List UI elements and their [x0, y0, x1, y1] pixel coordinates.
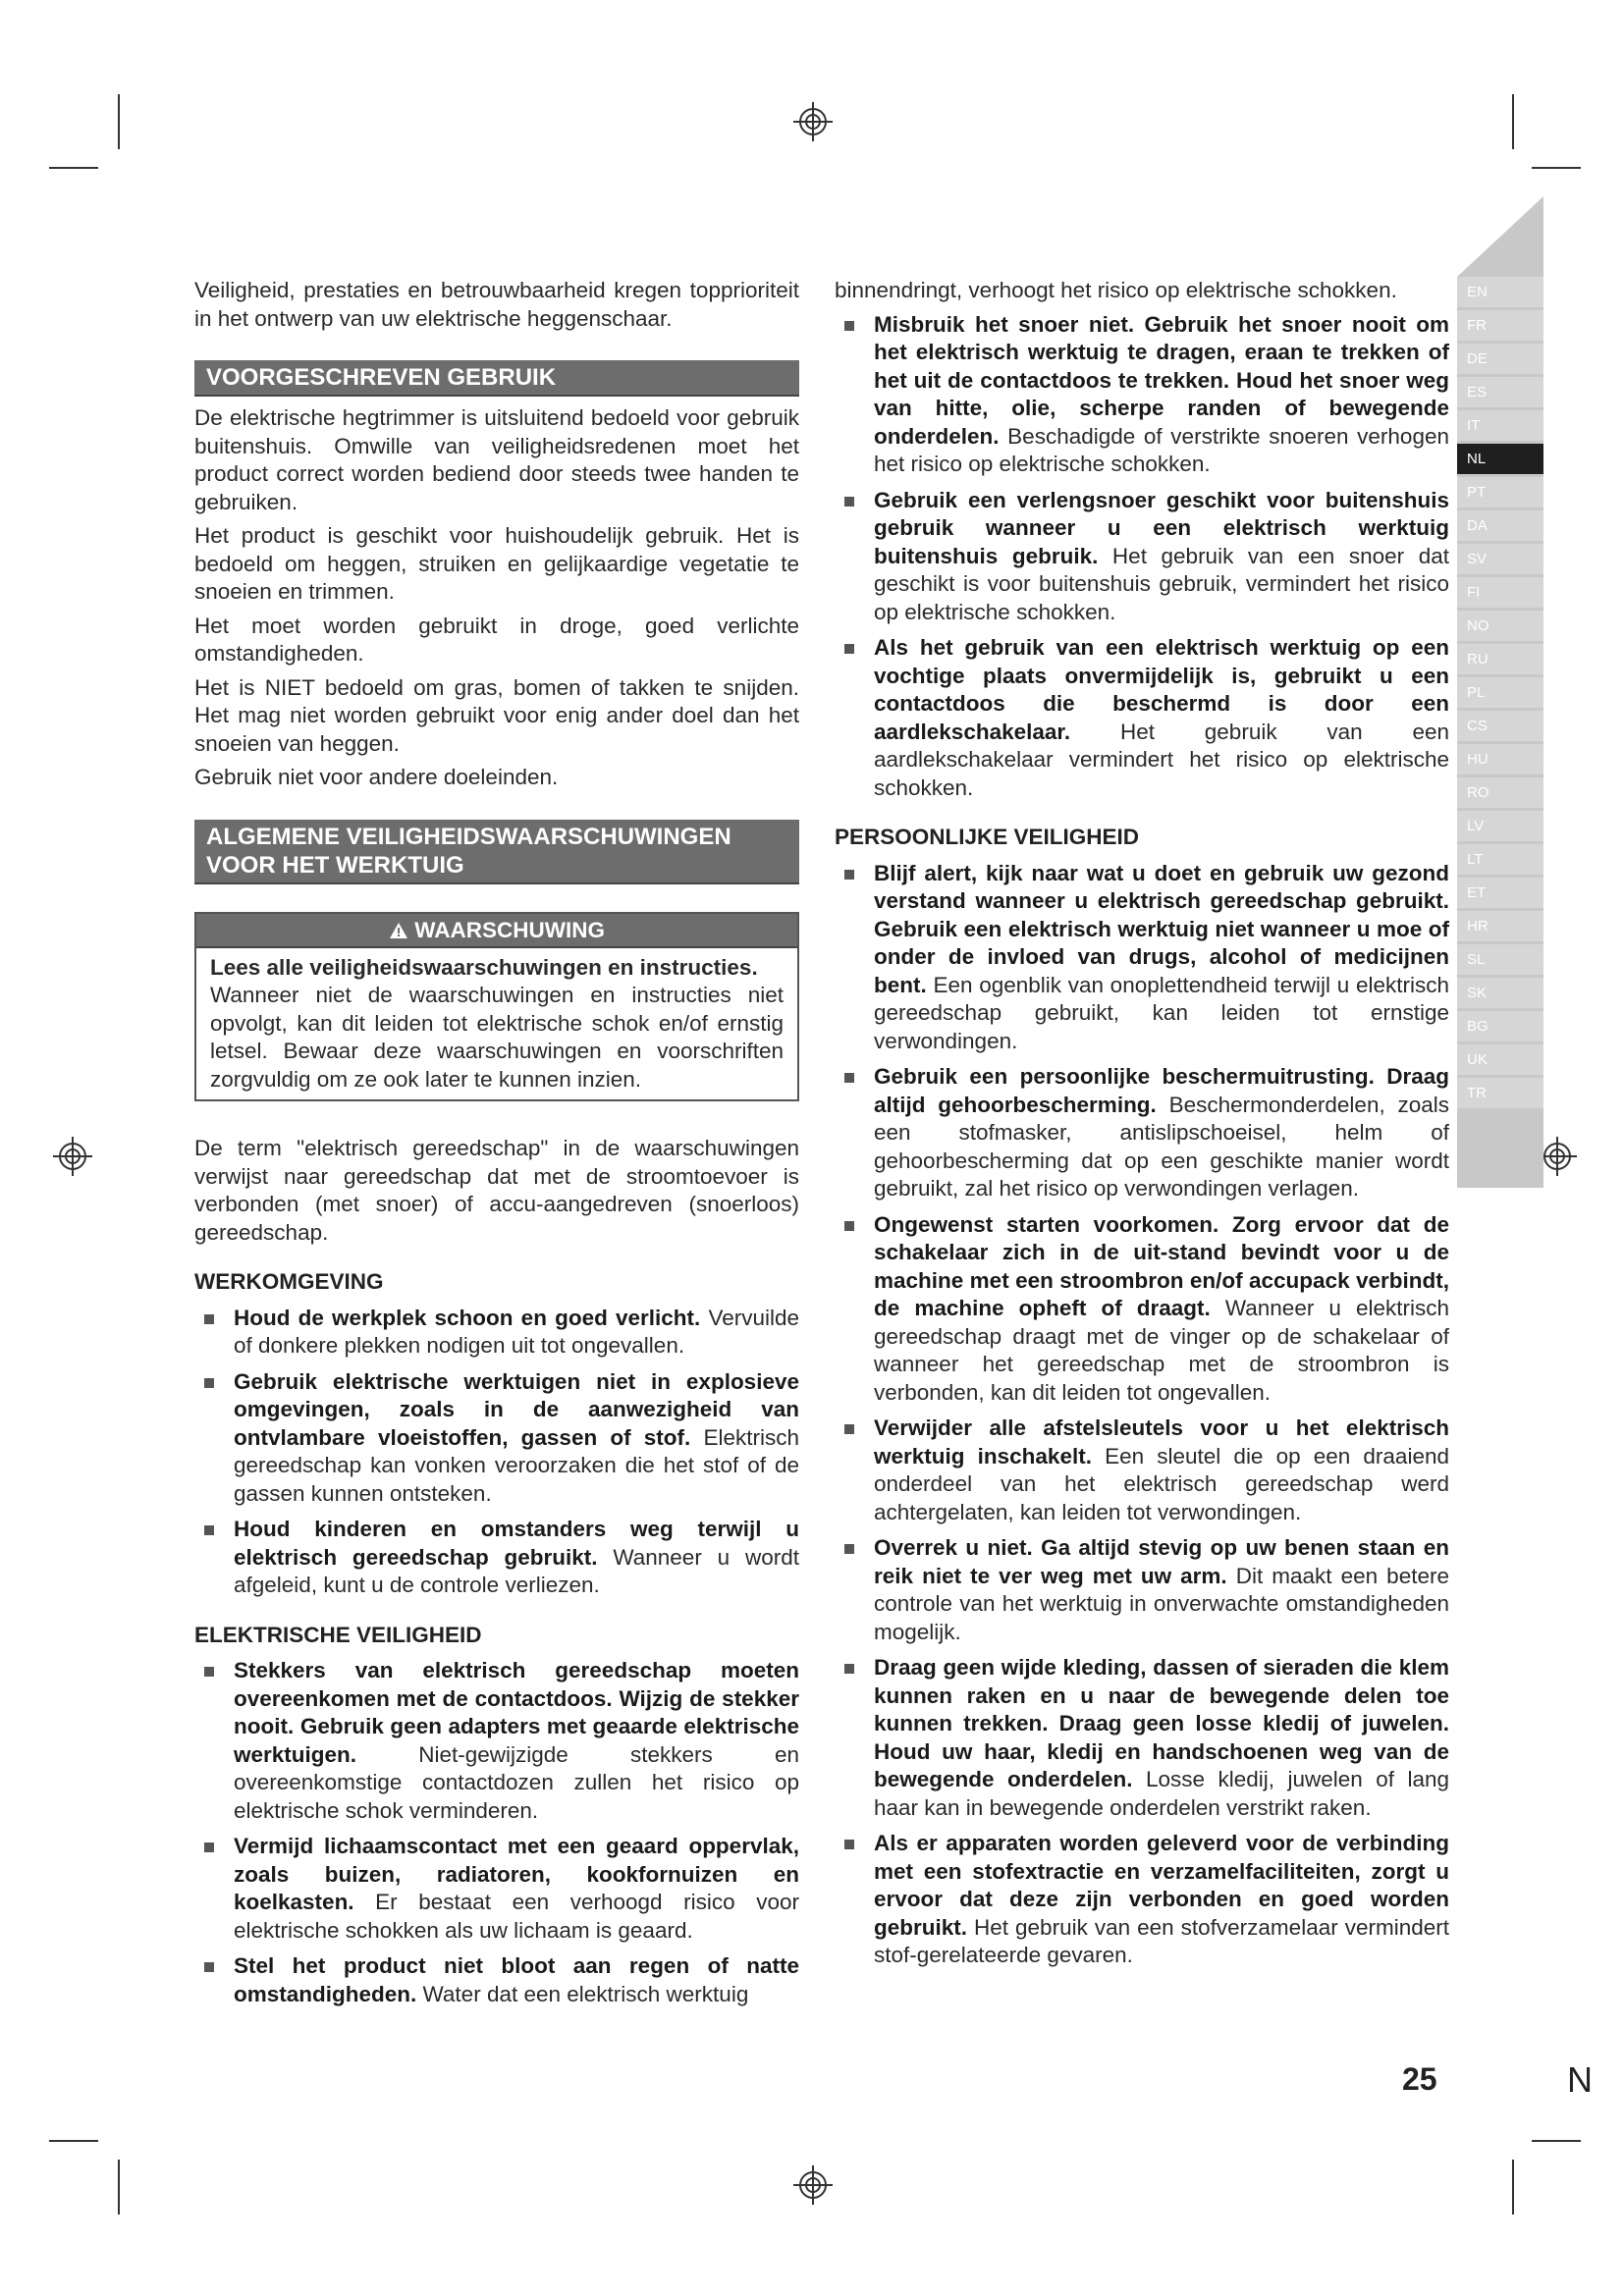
list-item: [835, 487, 1449, 627]
list-item: [194, 1952, 799, 2008]
language-tab[interactable]: EN: [1457, 277, 1543, 307]
corner-letter: N: [1567, 2059, 1593, 2100]
warning-text: Wanneer niet de waarschuwingen en instructies niet opvolgt, kan dit leiden tot elektrische schok en/of ernstig letsel. Bewaar deze waarschuwingen en voorschriften zorgvuldig om ze ook later te kunnen inzien.: [210, 983, 784, 1092]
bullet-square-icon: [844, 1664, 854, 1674]
list-item-text: Een ogenblik van onoplettendheid terwijl u elektrisch gereedschap gebruikt, kan leiden tot ernstige verwondingen.: [874, 972, 1449, 1053]
list-item-text: Vervuilde of donkere plekken nodigen uit tot ongevallen.: [234, 1305, 799, 1358]
heading-line: VOOR HET WERKTUIG: [206, 851, 464, 879]
crop-mark: [1512, 2160, 1514, 2215]
registration-mark-icon: [1538, 1137, 1577, 1176]
language-tab[interactable]: RO: [1457, 777, 1543, 808]
list-item: [835, 1830, 1449, 1970]
list-item-bold: Vermijd lichaamscontact met een geaard oppervlak, zoals buizen, radiatoren, kookfornuizen en koelkasten.: [234, 1834, 799, 1914]
language-tab[interactable]: DE: [1457, 344, 1543, 374]
list-item-text: Beschermonderdelen, zoals een stofmasker, antislipschoeisel, helm of gehoorbescherming dat op een geschikte manier wordt gebruikt, zal het risico op verwondingen verlagen.: [874, 1092, 1449, 1201]
bullet-square-icon: [844, 1840, 854, 1849]
language-tab[interactable]: DA: [1457, 510, 1543, 541]
bullet-square-icon: [844, 497, 854, 507]
language-tab[interactable]: LV: [1457, 811, 1543, 841]
bullet-square-icon: [844, 644, 854, 654]
list-item-bold: Blijf alert, kijk naar wat u doet en gebruik uw gezond verstand wanneer u elektrisch gereedschap gebruikt. Gebruik een elektrisch werktuig niet wanneer u moe of onder de invloed van drugs, alcohol of medicijnen bent.: [874, 860, 1449, 997]
list-item-bold: Gebruik elektrische werktuigen niet in explosieve omgevingen, zoals in de aanwezigheid van ontvlambare vloeistoffen, gassen of stof.: [234, 1368, 799, 1450]
intended-use-paragraph: Het product is geschikt voor huishoudelijk gebruik. Het is bedoeld om heggen, struiken en gelijkaardige vegetatie te snoeien en trimmen.: [194, 523, 799, 604]
language-tab[interactable]: TR: [1457, 1078, 1543, 1108]
bullet-square-icon: [204, 1842, 214, 1852]
list-item: [835, 634, 1449, 802]
language-tab[interactable]: SL: [1457, 944, 1543, 975]
language-tab[interactable]: ES: [1457, 377, 1543, 407]
list-item: [835, 1211, 1449, 1408]
bullet-square-icon: [204, 1378, 214, 1388]
language-tab[interactable]: RU: [1457, 644, 1543, 674]
list-item: [194, 1368, 799, 1509]
list-item-bold: Ongewenst starten voorkomen. Zorg ervoor dat de schakelaar zich in de uit-stand bevindt voor u de machine met een stroombron en/of accupack verbindt, de machine opheft of draagt.: [874, 1211, 1449, 1320]
list-item-text: Losse kledij, juwelen of lang haar kan in bewegende onderdelen verstrikt raken.: [874, 1767, 1449, 1820]
bullet-square-icon: [204, 1525, 214, 1535]
language-tab[interactable]: ET: [1457, 878, 1543, 908]
crop-mark: [1532, 2140, 1581, 2142]
list-item: [835, 1415, 1449, 1526]
list-item-bold: Gebruik een verlengsnoer geschikt voor buitenshuis gebruik wanneer u een elektrisch werktuig buitenshuis gebruik.: [874, 487, 1449, 568]
list-item-text: Het gebruik van een aardlekschakelaar vermindert het risico op elektrische schokken.: [874, 719, 1449, 800]
language-tab[interactable]: HR: [1457, 911, 1543, 941]
continuation-text: binnendringt, verhoogt het risico op elektrische schokken.: [835, 278, 1397, 302]
page-number: 25: [1402, 2061, 1437, 2097]
language-tab[interactable]: LT: [1457, 844, 1543, 875]
list-item: [194, 1657, 799, 1825]
list-item-bold: Gebruik een persoonlijke beschermuitrusting. Draag altijd gehoorbescherming.: [874, 1064, 1449, 1117]
language-tab[interactable]: SK: [1457, 978, 1543, 1008]
bullet-square-icon: [844, 321, 854, 331]
bullet-square-icon: [204, 1962, 214, 1972]
list-item-text: Er bestaat een verhoogd risico voor elektrische schokken als uw lichaam is geaard.: [234, 1890, 799, 1943]
crop-mark: [1532, 167, 1581, 169]
language-tab[interactable]: PL: [1457, 677, 1543, 708]
bullet-square-icon: [844, 1544, 854, 1554]
language-tab[interactable]: HU: [1457, 744, 1543, 774]
registration-mark-icon: [793, 102, 833, 141]
language-tab[interactable]: SV: [1457, 544, 1543, 574]
list-item-bold: Als er apparaten worden geleverd voor de verbinding met een stofextractie en verzamelfaciliteiten, zorgt u ervoor dat deze zijn verbonden en goed worden gebruikt.: [874, 1831, 1449, 1940]
intended-use-paragraph: De elektrische hegtrimmer is uitsluitend bedoeld voor gebruik buitenshuis. Omwille van veiligheidsredenen moet het product correct worden bediend door steeds twee handen te gebruiken.: [194, 405, 799, 514]
crop-mark: [1512, 94, 1514, 149]
warning-title-text: WAARSCHUWING: [414, 917, 605, 942]
list-item: [835, 860, 1449, 1056]
crop-mark: [118, 2160, 120, 2215]
warning-title: [196, 914, 797, 948]
language-tab[interactable]: BG: [1457, 1011, 1543, 1041]
bullet-square-icon: [844, 1424, 854, 1434]
list-item-bold: Als het gebruik van een elektrisch werktuig op een vochtige plaats onvermijdelijk is, gebruikt u een contactdoos die beschermd is door een aardlekschakelaar.: [874, 635, 1449, 744]
crop-mark: [49, 2140, 98, 2142]
list-item-text: Elektrisch gereedschap kan vonken veroorzaken die het stof of de gassen kunnen ontsteken.: [234, 1424, 799, 1506]
list-item-bold: Verwijder alle afstelsleutels voor u het elektrisch werktuig inschakelt.: [874, 1415, 1449, 1468]
registration-mark-icon: [793, 2165, 833, 2205]
heading-line: ALGEMENE VEILIGHEIDSWAARSCHUWINGEN: [206, 823, 731, 850]
list-item-text: Wanneer u elektrisch gereedschap draagt met de vinger op de schakelaar of wanneer het gereedschap met de stroombron is verbonden, kan dit leiden tot ongevallen.: [874, 1296, 1450, 1405]
list-item-bold: Houd de werkplek schoon en goed verlicht.: [234, 1305, 701, 1330]
subheading-electrical-safety: ELEKTRISCHE VEILIGHEID: [194, 1622, 482, 1647]
left-column: [194, 277, 799, 2016]
list-item-bold: Overrek u niet. Ga altijd stevig op uw benen staan en reik niet te ver weg met uw arm.: [874, 1535, 1449, 1588]
language-tab[interactable]: IT: [1457, 410, 1543, 441]
list-item-text: Niet-gewijzigde stekkers en overeenkomstige contactdozen zullen het risico op elektrische schok verminderen.: [234, 1741, 799, 1823]
list-item-text: Dit maakt een betere controle van het werktuig in onverwachte omstandigheden mogelijk.: [874, 1563, 1449, 1644]
list-item: [835, 1654, 1449, 1822]
language-tab[interactable]: FR: [1457, 310, 1543, 341]
warning-box: [194, 912, 799, 1102]
section-heading-general-warnings: [194, 820, 799, 884]
language-tab[interactable]: PT: [1457, 477, 1543, 507]
list-item-text: Wanneer u wordt afgeleid, kunt u de controle verliezen.: [234, 1544, 799, 1597]
subheading-personal-safety: PERSOONLIJKE VEILIGHEID: [835, 825, 1140, 849]
intended-use-paragraph: Het is NIET bedoeld om gras, bomen of takken te snijden. Het mag niet worden gebruikt voor enig ander doel dan het snoeien van heggen.: [194, 674, 799, 756]
language-tab[interactable]: UK: [1457, 1044, 1543, 1075]
list-item-bold: Houd kinderen en omstanders weg terwijl u elektrisch gereedschap gebruikt.: [234, 1517, 799, 1570]
list-item-bold: Stel het product niet bloot aan regen of natte omstandigheden.: [234, 1953, 799, 2006]
language-tab-active[interactable]: NL: [1457, 444, 1543, 474]
intended-use-paragraph: Het moet worden gebruikt in droge, goed verlichte omstandigheden.: [194, 613, 799, 666]
list-item: [835, 311, 1449, 479]
list-item: [194, 1305, 799, 1361]
crop-mark: [49, 167, 98, 169]
subheading-work-area: WERKOMGEVING: [194, 1269, 384, 1294]
list-item: [194, 1516, 799, 1600]
right-column: [835, 277, 1449, 1978]
list-item-bold: Stekkers van elektrisch gereedschap moeten overeenkomen met de contactdoos. Wijzig de stekker nooit. Gebruik geen adapters met geaarde elektrische werktuigen.: [234, 1658, 799, 1767]
warning-triangle-icon: [389, 922, 408, 939]
language-tabs: [1457, 277, 1543, 1111]
registration-mark-icon: [53, 1137, 92, 1176]
language-tab[interactable]: CS: [1457, 711, 1543, 741]
warning-bold-text: Lees alle veiligheidswaarschuwingen en instructies.: [210, 954, 758, 980]
intro-paragraph: Veiligheid, prestaties en betrouwbaarheid kregen topprioriteit in het ontwerp van uw elektrische heggenschaar.: [194, 278, 799, 331]
intended-use-paragraph: Gebruik niet voor andere doeleinden.: [194, 765, 559, 789]
bullet-square-icon: [844, 1073, 854, 1083]
section-heading-intended-use: VOORGESCHREVEN GEBRUIK: [194, 360, 799, 397]
list-item-bold: Misbruik het snoer niet. Gebruik het snoer nooit om het elektrisch werktuig te dragen, eraan te trekken of het uit de contactdoos te trekken. Houd het snoer weg van hitte, olie, scherpe randen of bewegende onderdelen.: [874, 311, 1449, 449]
list-item-text: Een sleutel die op een draaiend onderdeel van het elektrisch gereedschap werd achtergelaten, kan leiden tot verwondingen.: [874, 1443, 1449, 1524]
list-item: [194, 1833, 799, 1945]
list-item-text: Water dat een elektrisch werktuig: [416, 1981, 749, 2006]
bullet-square-icon: [204, 1667, 214, 1677]
list-item-bold: Draag geen wijde kleding, dassen of sieraden die klem kunnen raken en u naar de bewegende delen toe kunnen trekken. Draag geen losse kledij of juwelen. Houd uw haar, kledij en handschoenen weg van de bewegende onderdelen.: [874, 1655, 1449, 1791]
list-item: [835, 1063, 1449, 1203]
term-paragraph: De term "elektrisch gereedschap" in de waarschuwingen verwijst naar gereedschap dat met de stroomtoevoer is verbonden (met snoer) of accu-aangedreven (snoerloos) gereedschap.: [194, 1136, 799, 1245]
list-item-text: Het gebruik van een stofverzamelaar vermindert stof-gerelateerde gevaren.: [874, 1914, 1449, 1967]
crop-mark: [118, 94, 120, 149]
warning-body: [196, 948, 797, 1100]
language-tab[interactable]: NO: [1457, 611, 1543, 641]
bullet-square-icon: [844, 1221, 854, 1231]
bullet-square-icon: [204, 1314, 214, 1324]
bullet-square-icon: [844, 870, 854, 880]
list-item-text: Beschadigde of verstrikte snoeren verhogen het risico op elektrische schokken.: [874, 423, 1449, 476]
list-item-text: Het gebruik van een snoer dat geschikt is voor buitenshuis gebruik, vermindert het risico op elektrische schokken.: [874, 543, 1449, 624]
language-tab[interactable]: FI: [1457, 577, 1543, 608]
list-item: [835, 1534, 1449, 1646]
